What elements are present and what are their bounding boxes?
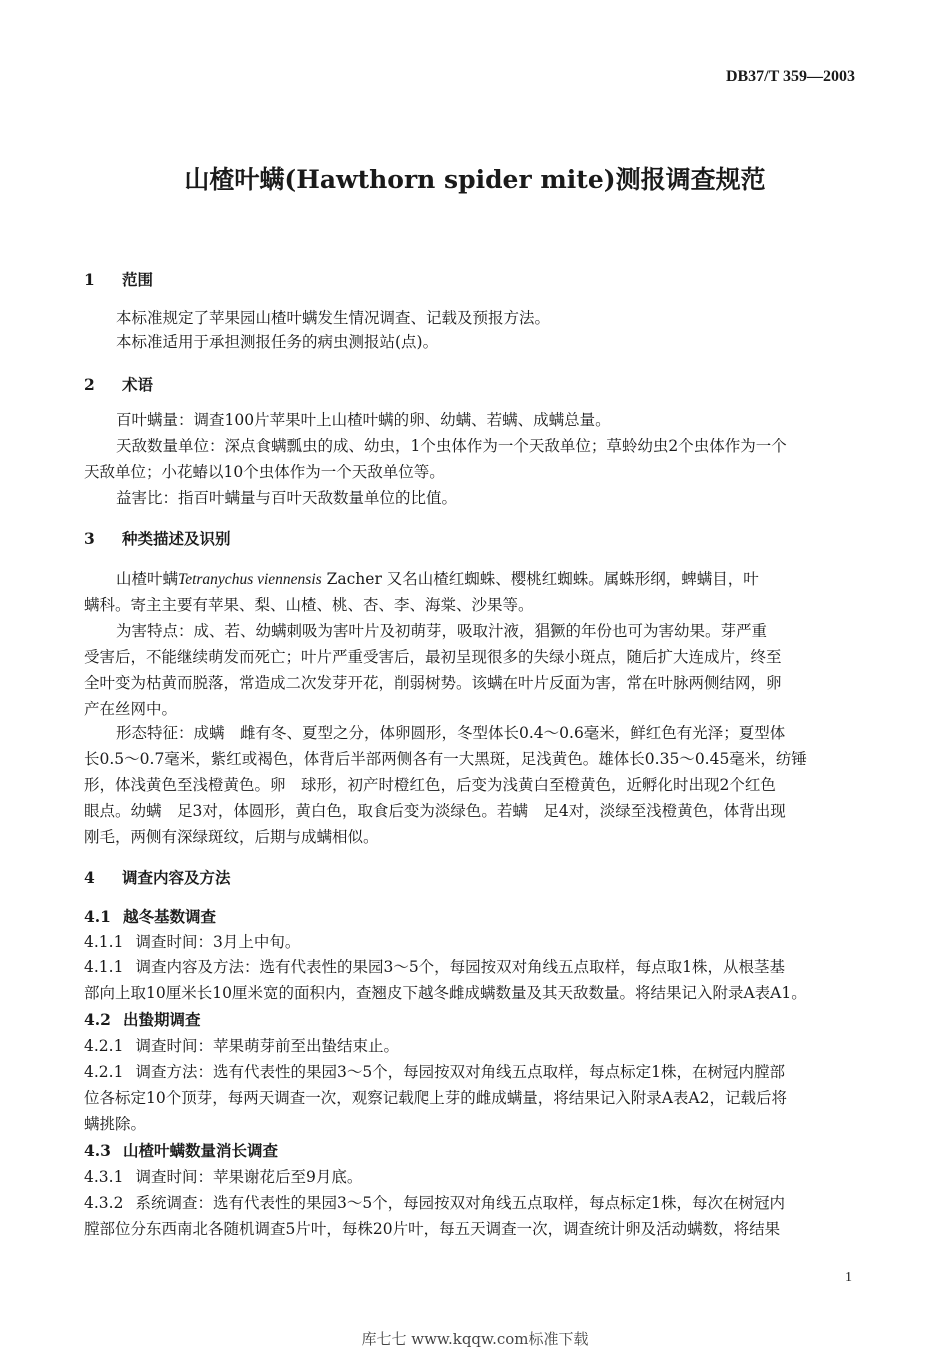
clause-text: 调查内容及方法：选有代表性的果园3～5个，每园按双对角线五点取样，每点取1株，从根茎基	[135, 958, 786, 976]
clause	[84, 1191, 785, 1213]
paragraph: 本标准规定了苹果园山楂叶螨发生情况调查、记载及预报方法。	[116, 309, 551, 327]
clause-continued: 部向上取10厘米长10厘米宽的面积内，查翘皮下越冬雌成螨数量及其天敌数量。将结果记入附录A表A1。	[84, 984, 807, 1002]
subsection-number: 4.1	[84, 907, 111, 926]
section-title: 术语	[122, 375, 154, 394]
paragraph: 形态特征：成螨 雌有冬、夏型之分，体卵圆形，冬型体长0.4～0.6毫米，鲜红色有光泽；夏型体	[116, 724, 786, 742]
paragraph-continued: 刚毛，两侧有深绿斑纹，后期与成螨相似。	[84, 828, 379, 846]
paragraph	[116, 567, 759, 592]
clause	[84, 1034, 399, 1056]
paragraph: 为害特点：成、若、幼螨刺吸为害叶片及初萌芽，吸取汁液，猖獗的年份也可为害幼果。芽严重	[116, 622, 768, 640]
clause-continued: 螨挑除。	[84, 1115, 147, 1133]
page-title: 山楂叶螨(Hawthorn spider mite)测报调查规范	[184, 165, 766, 194]
section-number: 3	[84, 529, 95, 548]
clause-text: 调查时间：苹果谢花后至9月底。	[135, 1168, 363, 1186]
clause-number: 4.3.2	[84, 1194, 124, 1212]
section-4-heading	[84, 866, 231, 888]
text-run: Zacher 又名山楂红蜘蛛、樱桃红蜘蛛。属蛛形纲，蜱螨目，叶	[326, 570, 759, 588]
clause-number: 4.1.1	[84, 958, 124, 976]
section-2-heading	[84, 373, 153, 395]
section-title: 调查内容及方法	[122, 868, 231, 887]
clause-number: 4.2.1	[84, 1037, 124, 1055]
clause-continued: 膛部位分东西南北各随机调查5片叶，每株20片叶，每五天调查一次，调查统计卵及活动螨数，将结果	[84, 1220, 781, 1238]
paragraph-continued: 螨科。寄主主要有苹果、梨、山楂、桃、杏、李、海棠、沙果等。	[84, 596, 534, 614]
clause-text: 调查时间：3月上中旬。	[135, 933, 301, 951]
clause	[84, 955, 785, 977]
section-number: 1	[84, 270, 95, 289]
subsection-4-3-heading	[84, 1139, 278, 1161]
clause-number: 4.1.1	[84, 933, 124, 951]
paragraph-continued: 天敌单位；小花蝽以10个虫体作为一个天敌单位等。	[84, 463, 445, 481]
text-run: 山楂叶螨	[116, 570, 179, 588]
subsection-title: 越冬基数调查	[122, 907, 216, 926]
section-number: 4	[84, 868, 95, 887]
doc-number: DB37/T 359—2003	[725, 68, 855, 85]
paragraph-continued: 眼点。幼螨 足3对，体圆形，黄白色，取食后变为淡绿色。若螨 足4对，淡绿至浅橙黄色，体背出现	[84, 802, 786, 820]
paragraph-continued: 受害后，不能继续萌发而死亡；叶片严重受害后，最初呈现很多的失绿小斑点，随后扩大连成片，终至	[84, 648, 782, 666]
clause-text: 系统调查：选有代表性的果园3～5个，每园按双对角线五点取样，每点标定1株，每次在树冠内	[135, 1194, 786, 1212]
subsection-4-2-heading	[84, 1008, 200, 1030]
clause-number: 4.3.1	[84, 1168, 124, 1186]
paragraph: 益害比：指百叶螨量与百叶天敌数量单位的比值。	[116, 489, 458, 507]
paragraph-continued: 长0.5～0.7毫米，紫红或褐色，体背后半部两侧各有一大黑斑，足浅黄色。雄体长0.35～0.45毫米，纺锤	[84, 750, 807, 768]
clause-continued: 位各标定10个顶芽，每两天调查一次，观察记载爬上芽的雌成螨量，将结果记入附录A表A2，记载后将	[84, 1089, 787, 1107]
paragraph: 天敌数量单位：深点食螨瓢虫的成、幼虫，1个虫体作为一个天敌单位；草蛉幼虫2个虫体作为一个	[116, 437, 787, 455]
section-3-heading	[84, 527, 231, 549]
paragraph-continued: 形，体浅黄色至浅橙黄色。卵 球形，初产时橙红色，后变为浅黄白至橙黄色，近孵化时出现2个红色	[84, 776, 776, 794]
clause	[84, 930, 300, 952]
clause	[84, 1165, 362, 1187]
subsection-4-1-heading	[84, 905, 216, 927]
subsection-number: 4.3	[84, 1141, 111, 1160]
subsection-number: 4.2	[84, 1010, 111, 1029]
subsection-title: 出蛰期调查	[122, 1010, 201, 1029]
footer-watermark: 库七七 www.kqqw.com标准下载	[361, 1330, 589, 1348]
paragraph: 本标准适用于承担测报任务的病虫测报站(点)。	[116, 333, 439, 351]
latin-name: Tetranychus viennensis	[178, 571, 322, 588]
paragraph: 百叶螨量：调查100片苹果叶上山楂叶螨的卵、幼螨、若螨、成螨总量。	[116, 411, 611, 429]
section-title: 范围	[122, 270, 154, 289]
clause-text: 调查方法：选有代表性的果园3～5个，每园按双对角线五点取样，每点标定1株，在树冠内膛部	[135, 1063, 786, 1081]
section-title: 种类描述及识别	[122, 529, 231, 548]
section-number: 2	[84, 375, 95, 394]
paragraph-continued: 产在丝网中。	[84, 700, 178, 718]
subsection-title: 山楂叶螨数量消长调查	[122, 1141, 278, 1160]
section-1-heading	[84, 268, 153, 290]
clause-text: 调查时间：苹果萌芽前至出蛰结束止。	[135, 1037, 399, 1055]
page-number: 1	[845, 1270, 852, 1285]
paragraph-continued: 全叶变为枯黄而脱落，常造成二次发芽开花，削弱树势。该螨在叶片反面为害，常在叶脉两侧结网，卵	[84, 674, 782, 692]
clause	[84, 1060, 785, 1082]
clause-number: 4.2.1	[84, 1063, 124, 1081]
